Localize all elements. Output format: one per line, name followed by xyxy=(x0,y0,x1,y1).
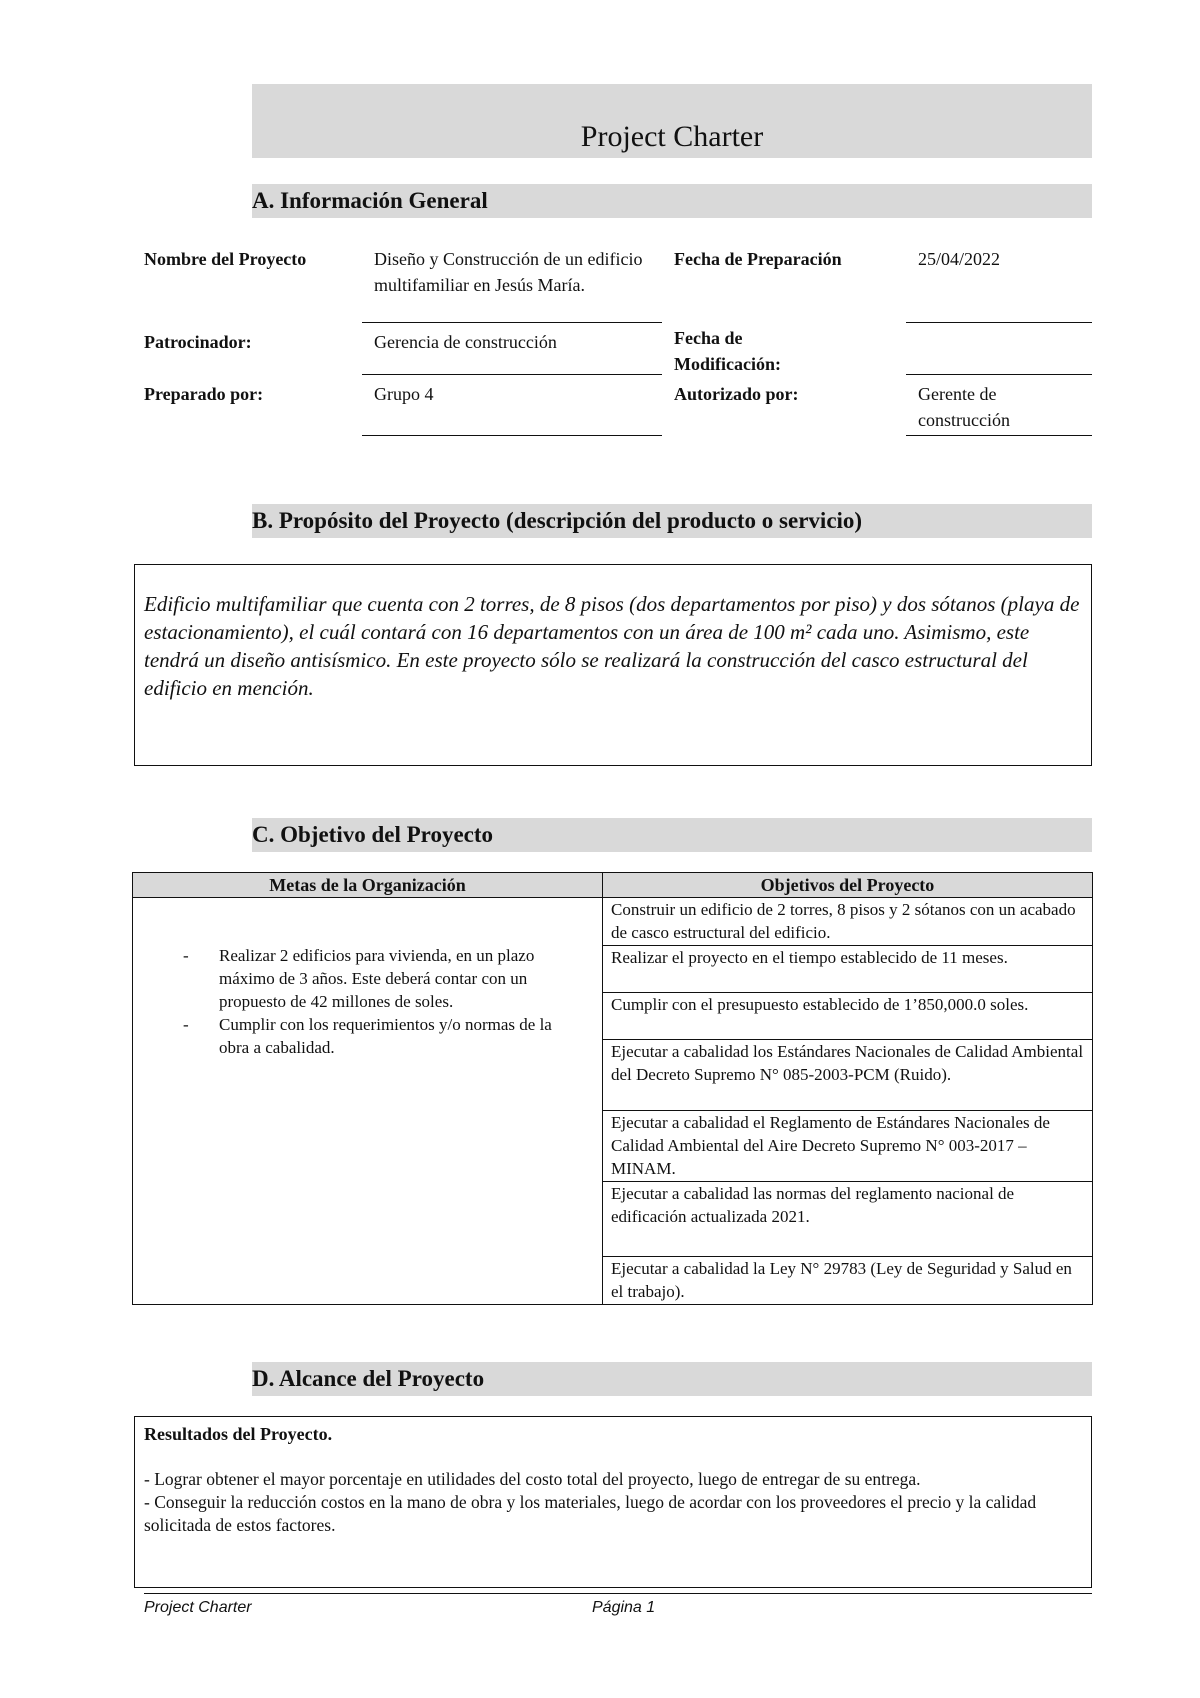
goals-list xyxy=(133,944,602,1059)
objective-cell: Construir un edificio de 2 torres, 8 pisos y 2 sótanos con un acabado de casco estructural del edificio. xyxy=(603,898,1093,946)
objectives-table xyxy=(132,872,1093,1305)
goals-column-header: Metas de la Organización xyxy=(133,873,603,898)
prepared-by-underline xyxy=(362,435,662,436)
project-name-value: Diseño y Construcción de un edificio multifamiliar en Jesús María. xyxy=(374,249,643,295)
project-name-label: Nombre del Proyecto xyxy=(144,249,307,269)
list-item: - Realizar 2 edificios para vivienda, en un plazo máximo de 3 años. Este deberá contar con un propuesto de 42 millones de soles. xyxy=(183,946,535,1011)
prep-date-label: Fecha de Preparación xyxy=(674,249,842,269)
sponsor-label: Patrocinador: xyxy=(144,332,252,352)
objective-cell: Ejecutar a cabalidad el Reglamento de Estándares Nacionales de Calidad Ambiental del Aire Decreto Supremo N° 003-2017 – MINAM. xyxy=(603,1111,1093,1182)
results-title: Resultados del Proyecto. xyxy=(144,1424,333,1444)
list-item: - Cumplir con los requerimientos y/o normas de la obra a cabalidad. xyxy=(183,1015,552,1057)
results-line: - Conseguir la reducción costos en la mano de obra y los materiales, luego de acordar con los proveedores el precio y la calidad solicitada de estos factores. xyxy=(144,1492,1037,1535)
section-b-heading: B. Propósito del Proyecto (descripción del producto o servicio) xyxy=(252,508,863,533)
prep-date-underline xyxy=(906,322,1092,323)
prepared-by-label: Preparado por: xyxy=(144,384,264,404)
authorized-by-underline xyxy=(906,435,1092,436)
objective-cell: Realizar el proyecto en el tiempo establecido de 11 meses. xyxy=(603,946,1093,993)
prepared-by-value: Grupo 4 xyxy=(374,384,434,404)
objective-cell: Ejecutar a cabalidad los Estándares Nacionales de Calidad Ambiental del Decreto Supremo N° 085-2003-PCM (Ruido). xyxy=(603,1040,1093,1111)
footer-rule xyxy=(144,1593,1092,1594)
goals-cell xyxy=(133,898,603,1305)
mod-date-underline xyxy=(906,374,1092,375)
authorized-by-label: Autorizado por: xyxy=(674,384,799,404)
results-line: - Lograr obtener el mayor porcentaje en utilidades del costo total del proyecto, luego de entregar de su entrega. xyxy=(144,1469,921,1489)
section-a-heading: A. Información General xyxy=(252,188,488,213)
objective-cell: Ejecutar a cabalidad las normas del reglamento nacional de edificación actualizada 2021. xyxy=(603,1182,1093,1257)
objective-cell: Ejecutar a cabalidad la Ley N° 29783 (Ley de Seguridad y Salud en el trabajo). xyxy=(603,1257,1093,1305)
footer-left: Project Charter xyxy=(144,1599,252,1616)
objective-cell: Cumplir con el presupuesto establecido de 1’850,000.0 soles. xyxy=(603,993,1093,1040)
authorized-by-value: Gerente de construcción xyxy=(918,384,1010,430)
purpose-text: Edificio multifamiliar que cuenta con 2 torres, de 8 pisos (dos departamentos por piso) y dos sótanos (playa de estacionamiento), el cuál contará con 16 departamentos con un área de 100 m² cada uno. Asimismo, este tendrá un diseño antisísmico. En este proyecto sólo se realizará la construcción del casco estructural del edificio en mención. xyxy=(144,592,1080,700)
prep-date-value: 25/04/2022 xyxy=(918,249,1001,269)
mod-date-label: Fecha de Modificación: xyxy=(674,328,781,374)
footer-page-number: Página 1 xyxy=(592,1599,656,1616)
sponsor-underline xyxy=(362,374,662,375)
sponsor-value: Gerencia de construcción xyxy=(374,332,557,352)
section-d-heading: D. Alcance del Proyecto xyxy=(252,1366,485,1391)
objectives-column-header: Objetivos del Proyecto xyxy=(603,873,1093,898)
page-title: Project Charter xyxy=(580,120,764,153)
section-c-heading: C. Objetivo del Proyecto xyxy=(252,822,494,847)
project-name-underline xyxy=(362,322,662,323)
